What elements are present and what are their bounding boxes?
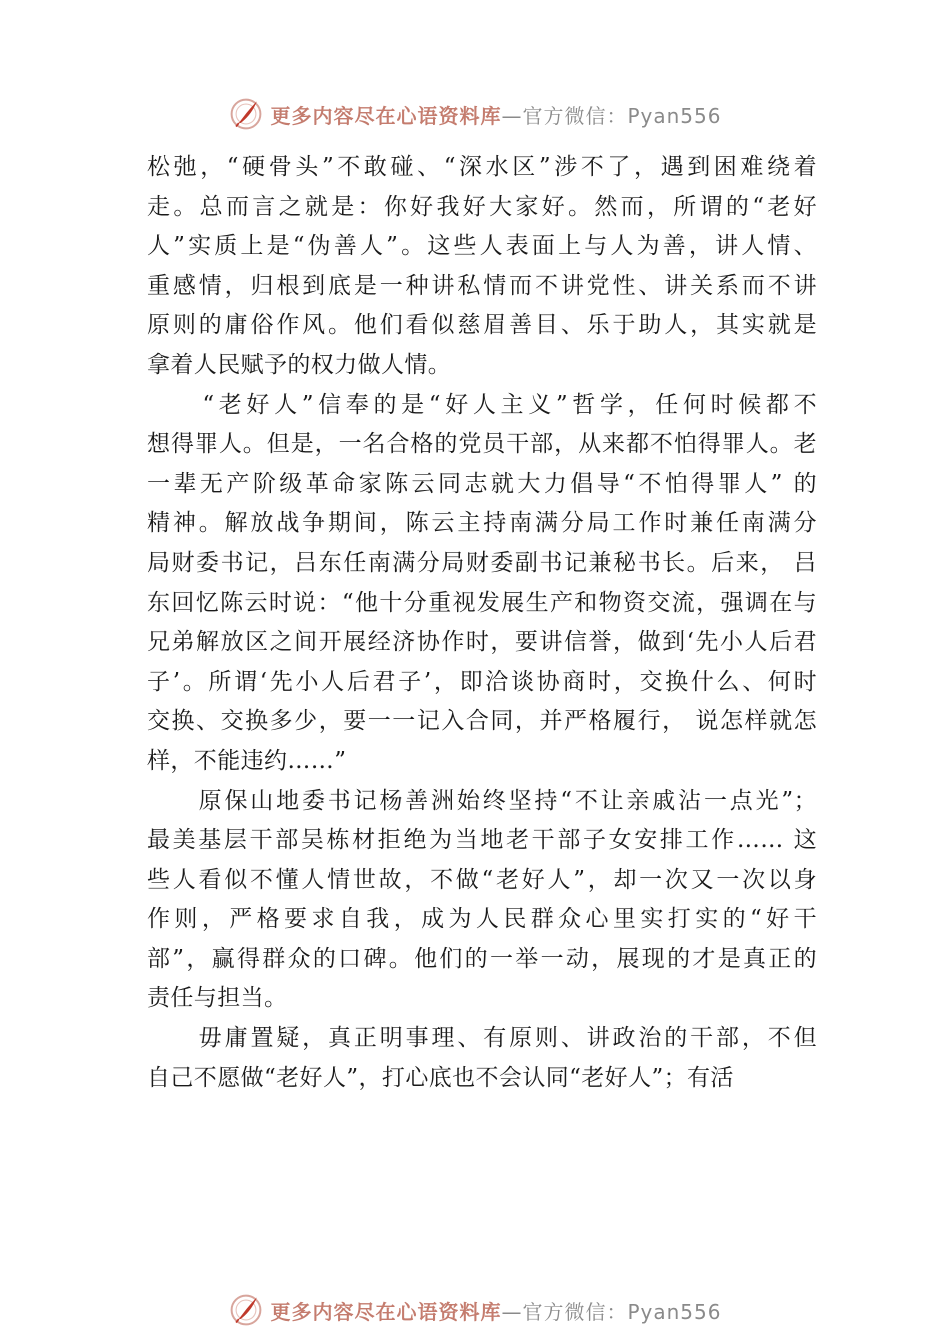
text-line: 想得罪人。但是，一名合格的党员干部，从来都不怕得罪人。老 [147,431,817,458]
text-line: 精神。解放战争期间，陈云主持南满分局工作时兼任南满分 [147,510,817,537]
quill-logo-icon [228,96,264,132]
header-contact-text: —官方微信：Pyan556 [501,103,722,128]
text-line: 局财委书记，吕东任南满分局财委副书记兼秘书长。后来， 吕 [147,549,817,576]
text-line: 交换、交换多少，要一一记入合同，并严格履行， 说怎样就怎 [147,708,817,735]
text-line: 拿着人民赋予的权力做人情。 [147,351,452,378]
text-line: 东回忆陈云时说：“他十分重视发展生产和物资交流，强调在与 [147,589,817,616]
text-line: 些人看似不懂人情世故，不做“老好人”，却一次又一次以身 [147,866,817,893]
text-line: 重感情，归根到底是一种讲私情而不讲党性、讲关系而不讲 [147,272,817,299]
footer-contact-text: —官方微信：Pyan556 [501,1299,722,1324]
text-line: 责任与担当。 [147,985,288,1012]
text-line: 兄弟解放区之间开展经济协作时，要讲信誉，做到‘先小人后君 [147,629,817,656]
footer-watermark-banner [0,1290,950,1330]
text-line: 原则的庸俗作风。他们看似慈眉善目、乐于助人，其实就是 [147,312,817,339]
text-line: 原保山地委书记杨善洲始终坚持“不让亲戚沾一点光”； [147,787,817,814]
text-line: 一辈无产阶级革命家陈云同志就大力倡导“不怕得罪人” 的 [147,470,817,497]
text-line: 人”实质上是“伪善人”。这些人表面上与人为善，讲人情、 [147,233,817,260]
header-watermark-banner [0,94,950,134]
text-line: 子’。所谓‘先小人后君子’，即洽谈协商时，交换什么、何时 [147,668,817,695]
text-line: 毋庸置疑，真正明事理、有原则、讲政治的干部，不但 [147,1025,817,1052]
footer-brand-text: 更多内容尽在心语资料库 [270,1299,502,1324]
text-line: 最美基层干部吴栋材拒绝为当地老干部子女安排工作…… 这 [147,827,817,854]
text-line: “老好人”信奉的是“好人主义”哲学，任何时候都不 [147,391,817,418]
text-line: 作则，严格要求自我，成为人民群众心里实打实的“好干 [147,906,817,933]
text-line: 样，不能违约……” [147,747,347,774]
text-line: 部”，赢得群众的口碑。他们的一举一动，展现的才是真正的 [147,945,817,972]
document-body [147,148,817,1098]
quill-logo-icon [228,1292,264,1328]
text-line: 松弛，“硬骨头”不敢碰、“深水区”涉不了，遇到困难绕着 [147,154,817,180]
text-line: 自己不愿做“老好人”，打心底也不会认同“老好人”；有活 [147,1064,734,1091]
header-brand-text: 更多内容尽在心语资料库 [270,103,502,128]
text-line: 走。总而言之就是：你好我好大家好。然而，所谓的“老好 [147,193,817,220]
